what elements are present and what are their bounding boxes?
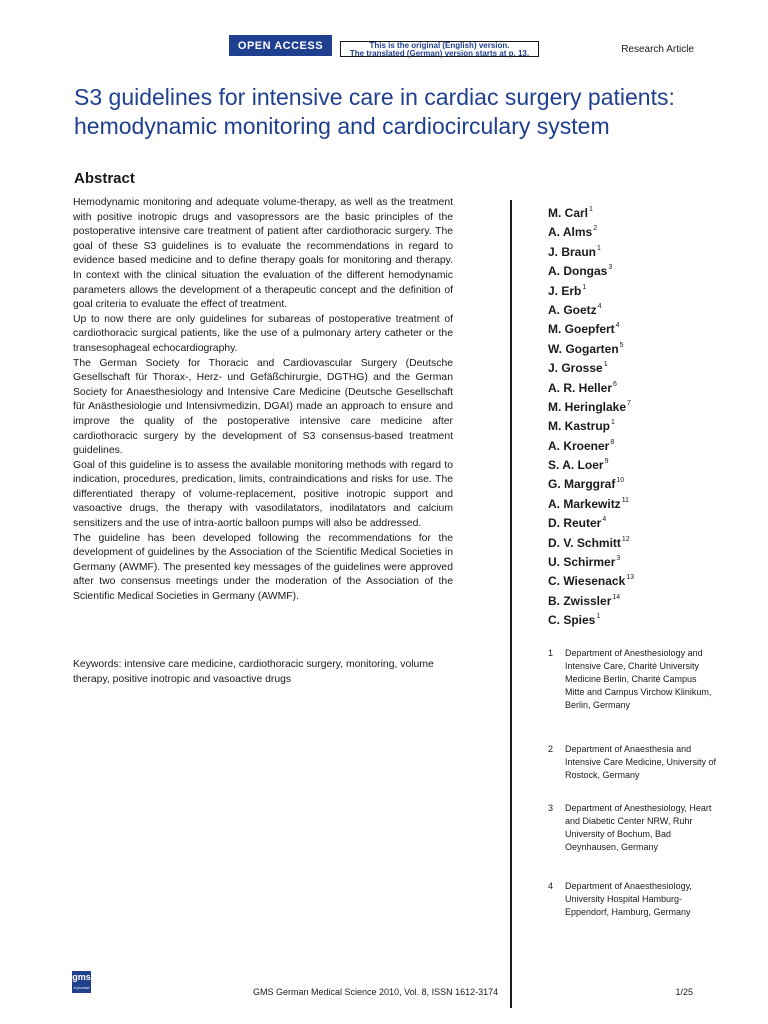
affiliation-number: 3 [548,803,554,813]
affiliation [548,880,718,919]
abstract-paragraph: Hemodynamic monitoring and adequate volume-therapy, as well as the treatment with positive inotropic drugs and vasopressors are the basic principles of the postoperative intensive care treatment of patient after cardiothoracic surgery. The goal of these S3 guidelines is to evaluate the recommendations in regard to evidence based medicine and to define therapy goals for monitoring and therapy. In context with the clinical situation the evaluation of the different hemodynamic parameters allows the development of a therapeutic concept and the definition of goal criteria to evaluate the effect of treatment. [73,197,453,311]
logo-subtitle: e-journal [73,985,90,990]
affiliation-text: Department of Anaesthesia and Intensive Care Medicine, University of Rostock, Germany [565,744,717,780]
author: B. Zwissler$^{14}$ [548,593,621,608]
author: A. Markewitz$^{11}$ [548,496,629,511]
affiliation-number: 1 [548,648,554,658]
paper-title-line-2: hemodynamic monitoring and cardiocirculary system [74,113,610,139]
version-note-box [340,41,539,57]
author: M. Heringlake$^7$ [548,399,631,414]
affiliation-text: Department of Anesthesiology, Heart and Diabetic Center NRW, Ruhr University of Bochum, Bad Oeynhausen, Germany [565,803,712,852]
abstract-paragraph: Goal of this guideline is to assess the available monitoring methods with regard to indication, procedures, predication, limits, contraindications and risks for use. The differentiated therapy of volume-replacement, positive inotropic support and vasoactive drugs, the therapy with vasodilatators, inodilatators and calcium sensitizers and the use of intra-aortic balloon pumps will also be addressed. [73,459,453,530]
abstract-paragraph: Up to now there are only guidelines for subareas of postoperative treatment of cardiothoracic surgical patients, like the use of a pulmonary artery catheter or the transesophageal echocardiography. [73,313,453,354]
author: C. Spies$^1$ [548,613,601,628]
open-access-badge: OPEN ACCESS [229,35,332,56]
author: M. Carl$^1$ [548,206,593,220]
author: J. Grosse$^1$ [548,361,608,376]
abstract-paragraph: The German Society for Thoracic and Cardiovascular Surgery (Deutsche Gesellschaft für Thorax-, Herz- und Gefäßchirurgie, DGTHG) and the German Society for Anaesthesiology and Intensive Care Medicine (Deutsche Gesellschaft für Anästhesiologie und Intensivmedizin, DGAI) made an approach to ensure and improve the quality of the postoperative intensive care medicine after cardiothoracic surgery by the development of S3 consensus-based treatment guidelines. [73,357,453,457]
author: D. V. Schmitt$^{12}$ [548,535,630,550]
keywords: Keywords: intensive care medicine, cardiothoracic surgery, monitoring, volume therapy, positive inotropic and vasoactive drugs [73,659,434,685]
author: A. R. Heller$^6$ [548,380,617,395]
affiliation-number: 2 [548,744,554,754]
author: D. Reuter$^4$ [548,516,607,531]
paper-title [74,83,714,141]
affiliation-text: Department of Anaesthesiology, University Hospital Hamburg-Eppendorf, Hamburg, Germany [565,881,692,917]
page-number: 1/25 [675,987,693,997]
author: J. Braun$^1$ [548,244,601,259]
affiliation [548,743,718,802]
author-list [548,200,634,627]
author: A. Alms$^2$ [548,225,598,240]
abstract-body [73,196,453,605]
abstract-heading: Abstract [74,170,135,187]
author: A. Dongas$^3$ [548,264,613,279]
article-type-label: Research Article [621,44,694,55]
affiliation-text: Department of Anesthesiology and Intensive Care, Charité University Medicine Berlin, Charité Campus Mitte and Campus Virchow Klinikum, Berlin, Germany [565,648,712,710]
author: C. Wiesenack$^{13}$ [548,574,635,589]
author: A. Kroener$^8$ [548,438,615,453]
author: S. A. Loer$^9$ [548,458,609,473]
author: G. Marggraf$^{10}$ [548,477,625,492]
version-note-line-1: This is the original (English) version. [369,41,510,50]
paper-title-line-1: S3 guidelines for intensive care in cardiac surgery patients: [74,84,675,110]
version-note-line-2: The translated (German) version starts at p. 13. [349,49,530,58]
gms-logo [72,971,91,993]
affiliation-number: 4 [548,881,554,891]
affiliation [548,647,718,743]
author: A. Goetz$^4$ [548,302,602,317]
journal-citation: GMS German Medical Science 2010, Vol. 8, ISSN 1612-3174 [253,987,499,997]
column-divider [510,200,512,1008]
logo-mark: gms [72,972,91,982]
author: U. Schirmer$^3$ [548,555,621,570]
author: M. Kastrup$^1$ [548,419,615,434]
affiliation-list [548,647,718,919]
author: J. Erb$^1$ [548,283,587,298]
author: W. Gogarten$^5$ [548,341,624,356]
author: M. Goepfert$^4$ [548,322,620,337]
abstract-paragraph: The guideline has been developed following the recommendations for the development of guidelines by the Association of the Scientific Medical Societies in Germany (AWMF). The presented key messages of the guidelines were approved after two consensus meetings under the moderation of the Association of the Scientific Medical Societies in Germany (AWMF). [73,532,453,603]
affiliation [548,802,718,880]
